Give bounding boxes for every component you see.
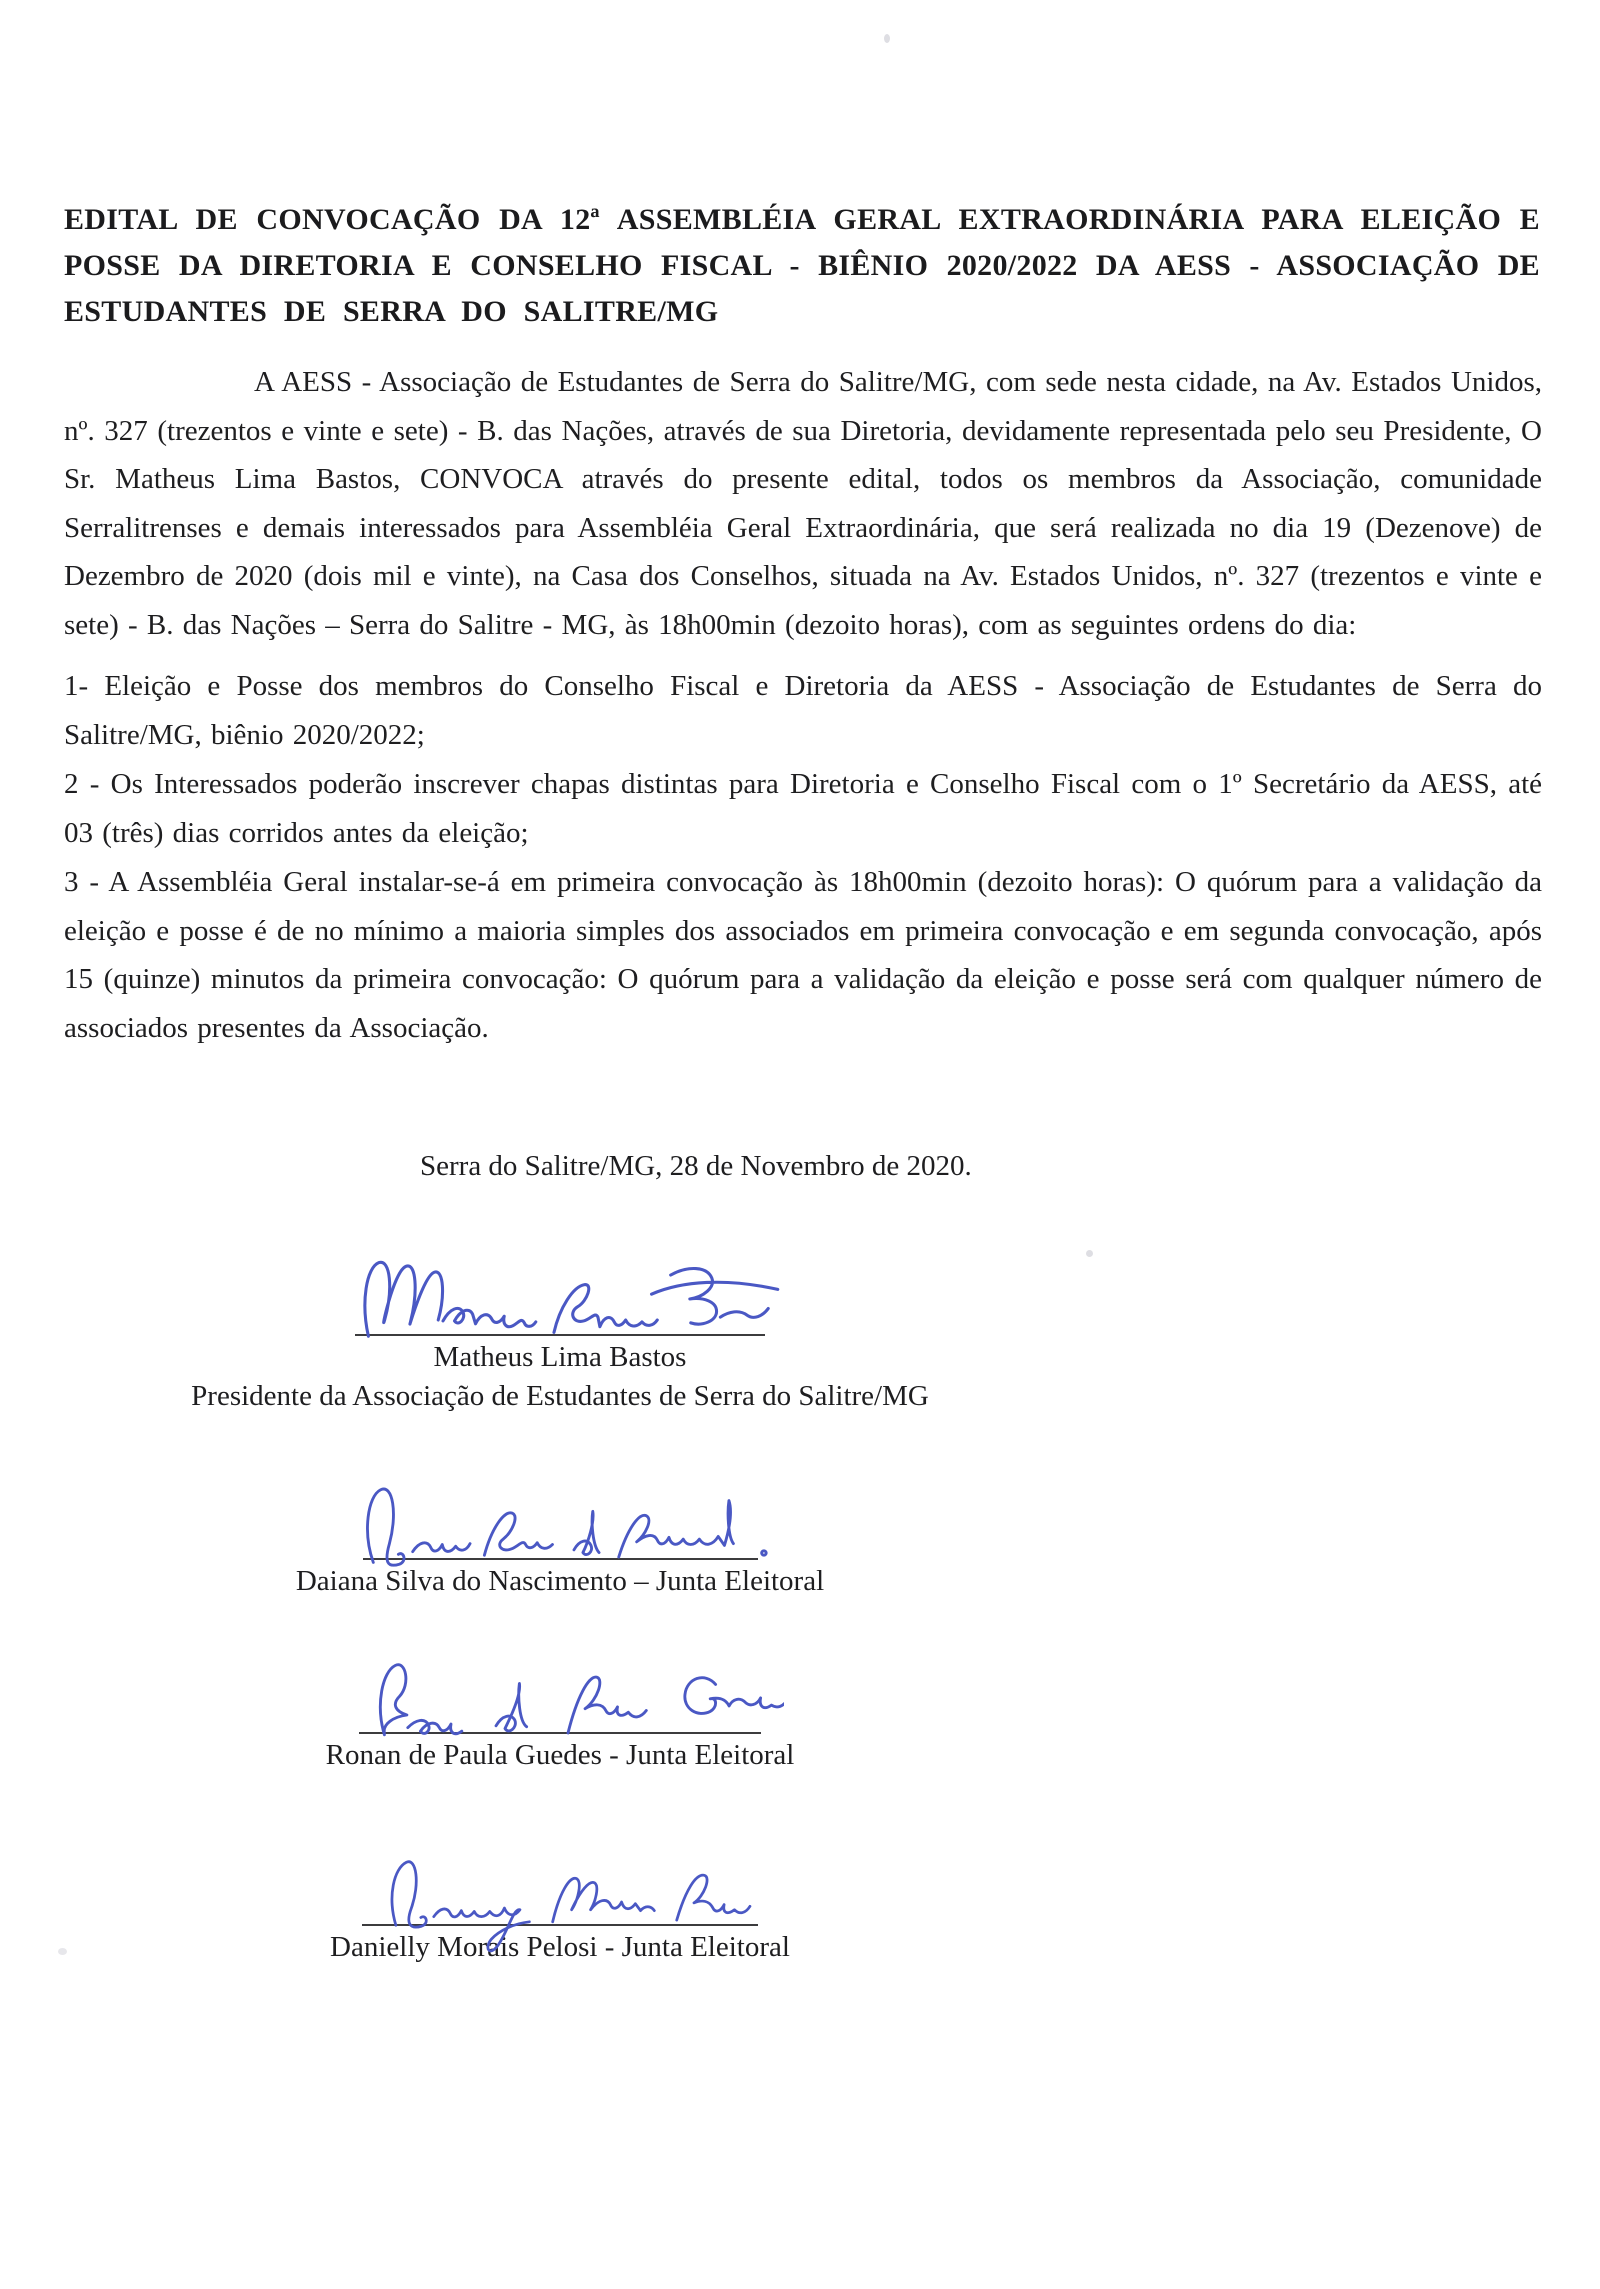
signatory-name: Matheus Lima Bastos	[433, 1341, 687, 1373]
signature-block-junta-2	[160, 1650, 960, 1772]
signature-block-president	[160, 1248, 960, 1413]
signatory-name: Ronan de Paula Guedes - Junta Eleitoral	[325, 1739, 795, 1771]
signature-block-junta-1	[160, 1476, 960, 1598]
agenda-item-2: 2 - Os Interessados poderão inscrever chapas distintas para Diretoria e Conselho Fiscal com o 1º Secretário da AESS, até 03 (três) dias corridos antes da eleição;	[64, 768, 1542, 849]
matheus-lima-bastos-signature-icon	[355, 1248, 795, 1348]
dateline: Serra do Salitre/MG, 28 de Novembro de 2020.	[420, 1150, 972, 1182]
agenda-item-1: 1- Eleição e Posse dos membros do Conselho Fiscal e Diretoria da AESS - Associação de Estudantes de Serra do Salitre/MG, biênio 2020/2022;	[64, 670, 1542, 751]
signatory-name: Daiana Silva do Nascimento – Junta Eleitoral	[295, 1565, 825, 1597]
daiana-silva-do-nascimento-signature-icon	[350, 1476, 780, 1570]
ronan-de-paula-guedes-signature-icon	[352, 1650, 784, 1744]
scan-speck	[884, 34, 890, 43]
signature-line	[363, 1558, 758, 1560]
document-title: EDITAL DE CONVOCAÇÃO DA 12ª ASSEMBLÉIA GERAL EXTRAORDINÁRIA PARA ELEIÇÃO E POSSE DA DIRETORIA E CONSELHO FISCAL - BIÊNIO 2020/2022 DA AESS - ASSOCIAÇÃO DE ESTUDANTES DE SERRA DO SALITRE/MG	[64, 203, 1540, 328]
agenda-item-3: 3 - A Assembléia Geral instalar-se-á em primeira convocação às 18h00min (dezoito horas): O quórum para a validação da eleição e posse é de no mínimo a maioria simples dos associados em primeira convocação e em segunda convocação, após 15 (quinze) minutos da primeira convocação: O quórum para a validação da eleição e posse será com qualquer número de associados presentes da Associação.	[64, 866, 1542, 1044]
signatory-role: Presidente da Associação de Estudantes de Serra do Salitre/MG	[191, 1380, 929, 1412]
scan-speck	[1086, 1250, 1093, 1257]
scan-speck	[58, 1948, 67, 1955]
signature-line	[355, 1334, 765, 1336]
intro-paragraph: A AESS - Associação de Estudantes de Serra do Salitre/MG, com sede nesta cidade, na Av. Estados Unidos, nº. 327 (trezentos e vinte e sete) - B. das Nações, através de sua Diretoria, devidamente representada pelo seu Presidente, O Sr. Matheus Lima Bastos, CONVOCA através do presente edital, todos os membros da Associação, comunidade Serralitrenses e demais interessados para Assembléia Geral Extraordinária, que será realizada no dia 19 (Dezenove) de Dezembro de 2020 (dois mil e vinte), na Casa dos Conselhos, situada na Av. Estados Unidos, nº. 327 (trezentos e vinte e sete) - B. das Nações – Serra do Salitre - MG, às 18h00min (dezoito horas), com as seguintes ordens do dia:	[64, 366, 1542, 641]
signature-line	[362, 1924, 758, 1926]
signatory-name: Danielly Morais Pelosi - Junta Eleitoral	[330, 1931, 790, 1963]
signature-block-junta-3	[160, 1846, 960, 1964]
signature-line	[359, 1732, 761, 1734]
